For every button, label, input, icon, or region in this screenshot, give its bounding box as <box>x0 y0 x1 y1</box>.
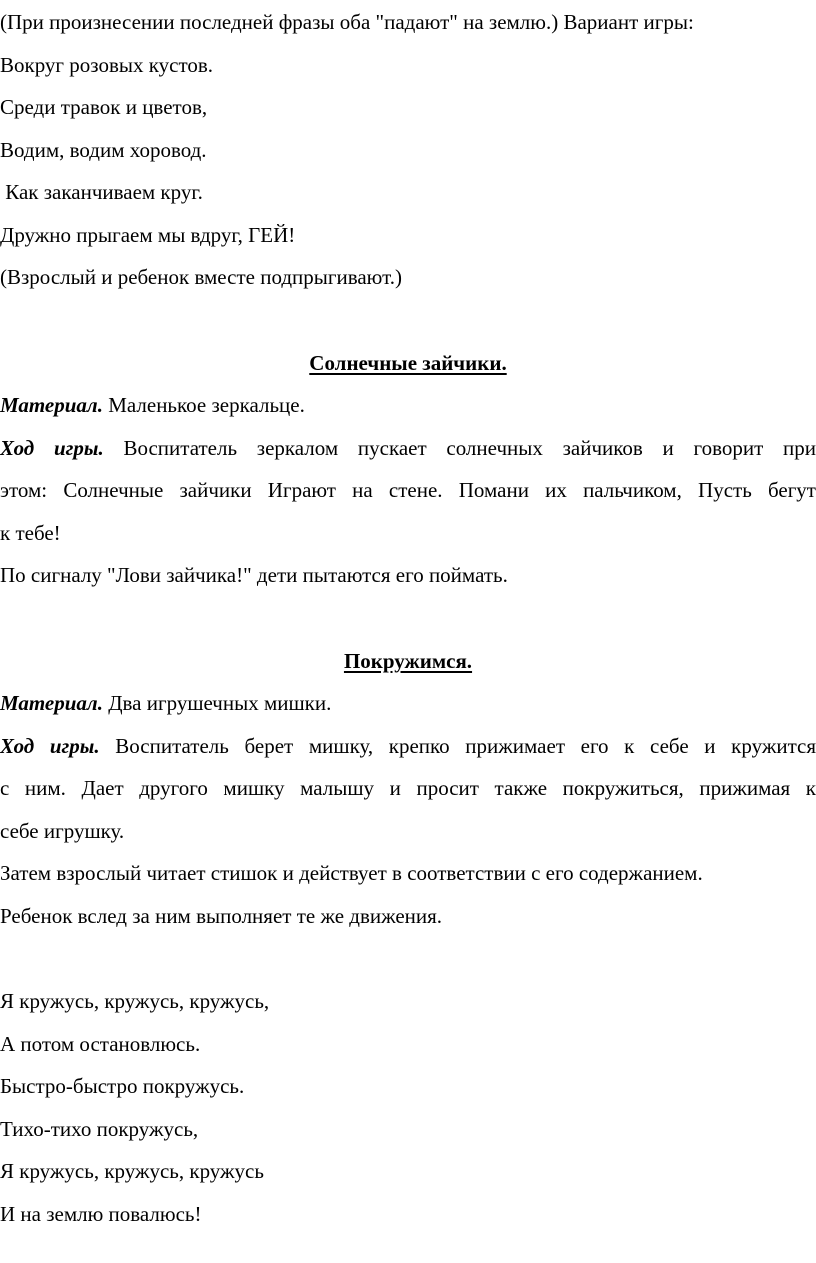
note-line: (Взрослый и ребенок вместе подпрыгивают.) <box>0 265 402 289</box>
section-heading: Солнечные зайчики. <box>309 351 507 375</box>
section-heading: Покружимся. <box>343 649 473 673</box>
process-paragraph <box>0 438 816 459</box>
process-paragraph-line: к тебе! <box>0 521 61 545</box>
material-text: Маленькое зеркальце. <box>102 393 305 417</box>
verse-line: Тихо-тихо покружусь, <box>0 1117 199 1141</box>
verse-line: Вокруг розовых кустов. <box>0 53 214 77</box>
material-paragraph <box>0 693 331 714</box>
verse-line: Дружно прыгаем мы вдруг, ГЕЙ! <box>0 223 296 247</box>
process-label: Ход игры. <box>0 436 104 460</box>
material-label: Материал. <box>0 691 103 715</box>
verse-line: Водим, водим хоровод. <box>0 138 207 162</box>
verse-line: Я кружусь, кружусь, кружусь <box>0 1159 264 1183</box>
after-paragraph-line: Ребенок вслед за ним выполняет те же движения. <box>0 904 443 928</box>
process-text: Воспитатель зеркалом пускает солнечных зайчиков и говорит при <box>103 436 816 460</box>
verse-line: И на землю повалюсь! <box>0 1202 202 1226</box>
after-paragraph: Затем взрослый читает стишок и действует в соответствии с его содержанием. <box>0 861 703 885</box>
process-paragraph-line: этом: Солнечные зайчики Играют на стене. Помани их пальчиком, Пусть бегут <box>0 478 816 502</box>
material-label: Материал. <box>0 393 103 417</box>
process-paragraph-line: себе игрушку. <box>0 819 125 843</box>
process-label: Ход игры. <box>0 734 100 758</box>
signal-paragraph: По сигналу "Лови зайчика!" дети пытаются его поймать. <box>0 563 508 587</box>
verse-line: Как заканчиваем круг. <box>0 180 203 204</box>
verse-line: Я кружусь, кружусь, кружусь, <box>0 989 270 1013</box>
process-paragraph <box>0 736 816 757</box>
verse-line: Среди травок и цветов, <box>0 95 208 119</box>
process-text: Воспитатель берет мишку, крепко прижимает его к себе и кружится <box>99 734 816 758</box>
verse-line: А потом остановлюсь. <box>0 1032 201 1056</box>
material-text: Два игрушечных мишки. <box>102 691 332 715</box>
process-paragraph-line: с ним. Дает другого мишку малышу и просит также покружиться, прижимая к <box>0 776 816 800</box>
material-paragraph <box>0 395 305 416</box>
intro-paragraph: (При произнесении последней фразы оба "падают" на землю.) Вариант игры: <box>0 10 694 34</box>
verse-line: Быстро-быстро покружусь. <box>0 1074 245 1098</box>
